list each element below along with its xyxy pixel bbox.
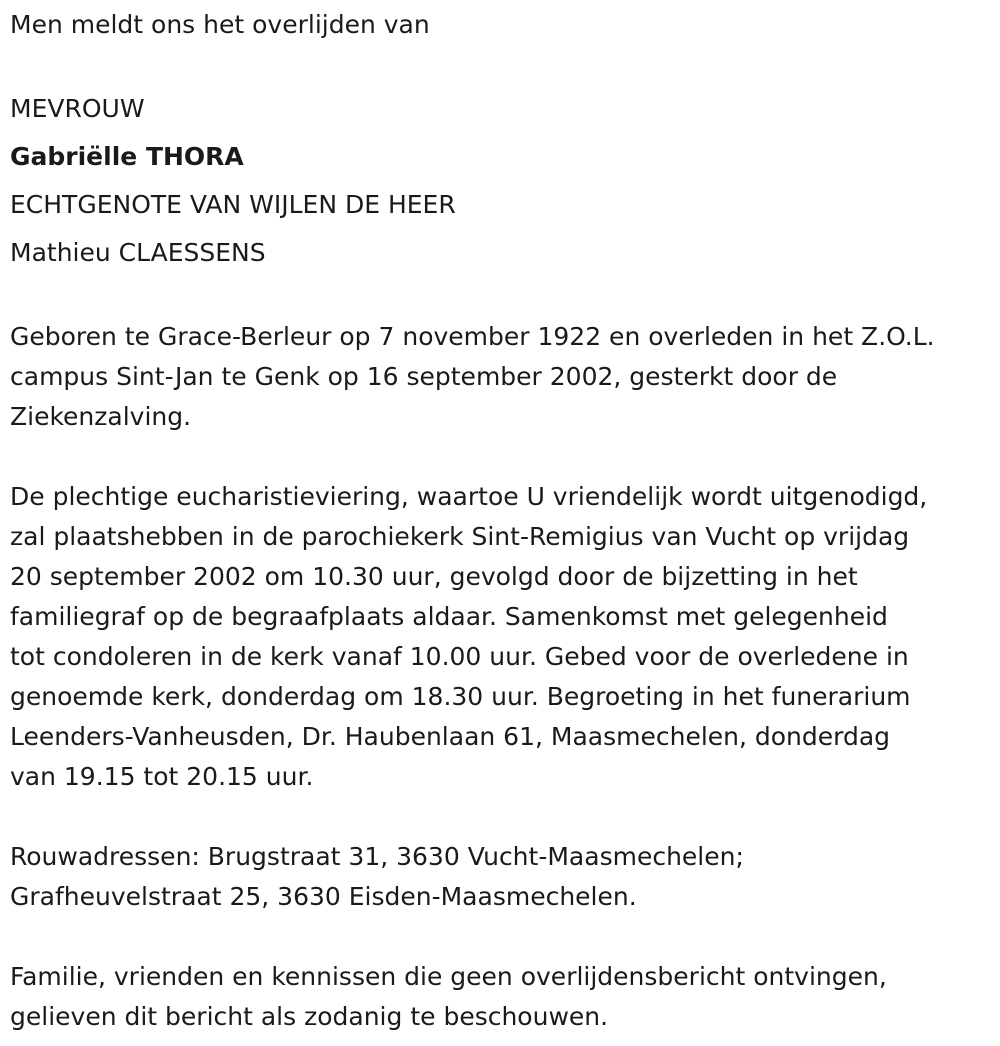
paragraph-line: genoemde kerk, donderdag om 18.30 uur. Begroeting in het funerarium [10,682,911,711]
relation-text: ECHTGENOTE VAN WIJLEN DE HEER [10,190,456,219]
paragraph-line: De plechtige eucharistieviering, waartoe U vriendelijk wordt uitgenodigd, [10,482,928,511]
ceremony-paragraph [10,477,992,797]
honorific: MEVROUW [10,94,145,123]
paragraph-line: tot condoleren in de kerk vanaf 10.00 uur. Gebed voor de overledene in [10,642,909,671]
spacer [10,797,992,837]
paragraph-line: campus Sint-Jan te Genk op 16 september 2002, gesterkt door de [10,362,838,391]
spacer [10,277,992,317]
paragraph-line: Grafheuvelstraat 25, 3630 Eisden-Maasmechelen. [10,882,637,911]
paragraph-line: Ziekenzalving. [10,402,192,431]
spacer [10,45,992,85]
spouse-name: Mathieu CLAESSENS [10,238,266,267]
birth-death-paragraph [10,317,992,437]
intro-text: Men meldt ons het overlijden van [10,10,430,39]
spacer [10,917,992,957]
paragraph-line: familiegraf op de begraafplaats aldaar. Samenkomst met gelegenheid [10,602,888,631]
paragraph-line: Geboren te Grace-Berleur op 7 november 1922 en overleden in het Z.O.L. [10,322,935,351]
paragraph-line: 20 september 2002 om 10.30 uur, gevolgd door de bijzetting in het [10,562,858,591]
deceased-name: Gabriëlle THORA [10,142,244,171]
addresses-paragraph [10,837,992,917]
paragraph-line: Rouwadressen: Brugstraat 31, 3630 Vucht-Maasmechelen; [10,842,744,871]
paragraph-line: Familie, vrienden en kennissen die geen overlijdensbericht ontvingen, [10,962,887,991]
paragraph-line: van 19.15 tot 20.15 uur. [10,762,314,791]
paragraph-line: gelieven dit bericht als zodanig te beschouwen. [10,1002,609,1031]
paragraph-line: zal plaatshebben in de parochiekerk Sint-Remigius van Vucht op vrijdag [10,522,910,551]
closing-paragraph [10,957,992,1037]
deceased-block [10,85,992,277]
spacer [10,437,992,477]
paragraph-line: Leenders-Vanheusden, Dr. Haubenlaan 61, Maasmechelen, donderdag [10,722,891,751]
